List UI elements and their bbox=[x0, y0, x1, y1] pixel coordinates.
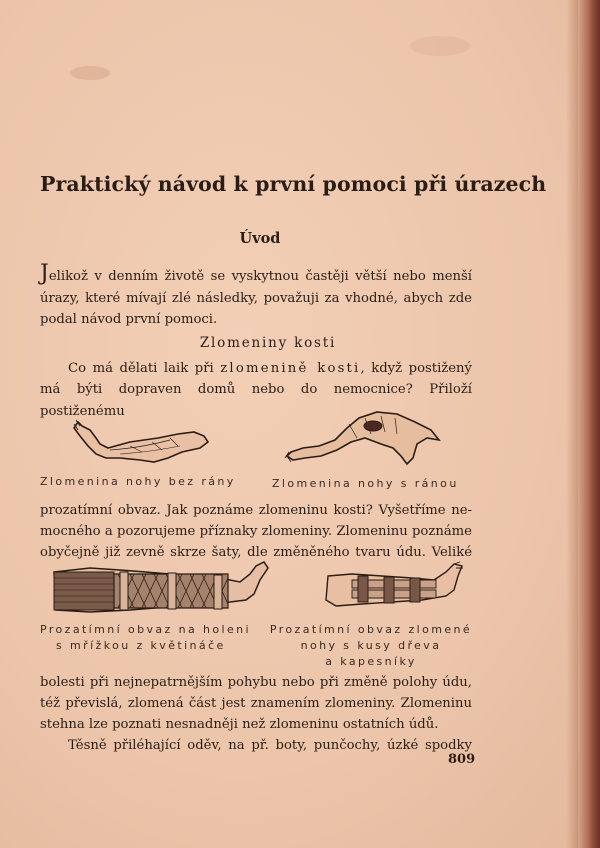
para4-line-3: stehna lze poznati nesnadněji než zlomeninu ostatních údů. bbox=[40, 717, 439, 732]
para4-line-2: též převislá, zlomená část jest znamením zlomeniny. Zlomeninu bbox=[40, 696, 472, 711]
figure-caption-3-line-1: Prozatímní obvaz na holeni bbox=[40, 623, 251, 636]
para2-line-2: má býti dopraven domů nebo do nemocnice? Přiloží postiženému bbox=[40, 382, 472, 419]
book-binding bbox=[578, 0, 600, 848]
para2-line-1: Co má dělati laik při zlomenině kosti, když postižený bbox=[68, 361, 472, 376]
para3-line-2: mocného a pozorujeme příznaky zlomeniny. Zlomeninu poznáme bbox=[40, 524, 472, 539]
illustration-wood-splint bbox=[322, 562, 464, 612]
paper-stain bbox=[70, 66, 110, 80]
figure-caption-4-line-1: Prozatímní obvaz zlomené bbox=[269, 623, 473, 636]
binding-shadow bbox=[566, 0, 578, 848]
intro-line-1: Jelikož v denním životě se vyskytnou častěji větší nebo menší bbox=[40, 261, 472, 286]
figure-caption-2: Zlomenina nohy s ránou bbox=[272, 477, 459, 490]
section-heading: Zlomeniny kosti bbox=[199, 335, 337, 351]
page-number: 809 bbox=[448, 752, 476, 767]
page-title: Praktický návod k první pomoci při úrazech bbox=[40, 172, 547, 196]
intro-line-3: podal návod první pomoci. bbox=[40, 312, 218, 327]
para3-line-1: prozatímní obvaz. Jak poznáme zlomeninu kosti? Vyšetříme ne- bbox=[40, 503, 472, 518]
figure-caption-4-line-2: nohy s kusy dřeva bbox=[300, 639, 442, 652]
drop-cap: J bbox=[40, 261, 49, 286]
figure-caption-3-line-2: s mřížkou z květináče bbox=[56, 639, 226, 652]
para4-line-4: Těsně přiléhající oděv, na př. boty, punčochy, úzké spodky bbox=[68, 738, 472, 753]
section-subtitle: Úvod bbox=[239, 230, 281, 247]
intro-line-2: úrazy, které mívají zlé následky, považuji za vhodné, abych zde bbox=[40, 291, 472, 306]
illustration-leg-fracture-closed bbox=[70, 418, 215, 470]
illustration-leg-fracture-open bbox=[285, 408, 445, 470]
illustration-lattice-splint bbox=[50, 560, 270, 618]
para4-line-1: bolesti při nejnepatrnějším pohybu nebo při změně polohy údu, bbox=[40, 675, 472, 690]
figure-caption-1: Zlomenina nohy bez rány bbox=[40, 475, 236, 488]
para3-line-3: obyčejně již zevně skrze šaty, dle změněného tvaru údu. Veliké bbox=[40, 545, 472, 560]
figure-caption-4-line-3: a kapesníky bbox=[325, 655, 417, 668]
paper-stain bbox=[410, 36, 470, 56]
